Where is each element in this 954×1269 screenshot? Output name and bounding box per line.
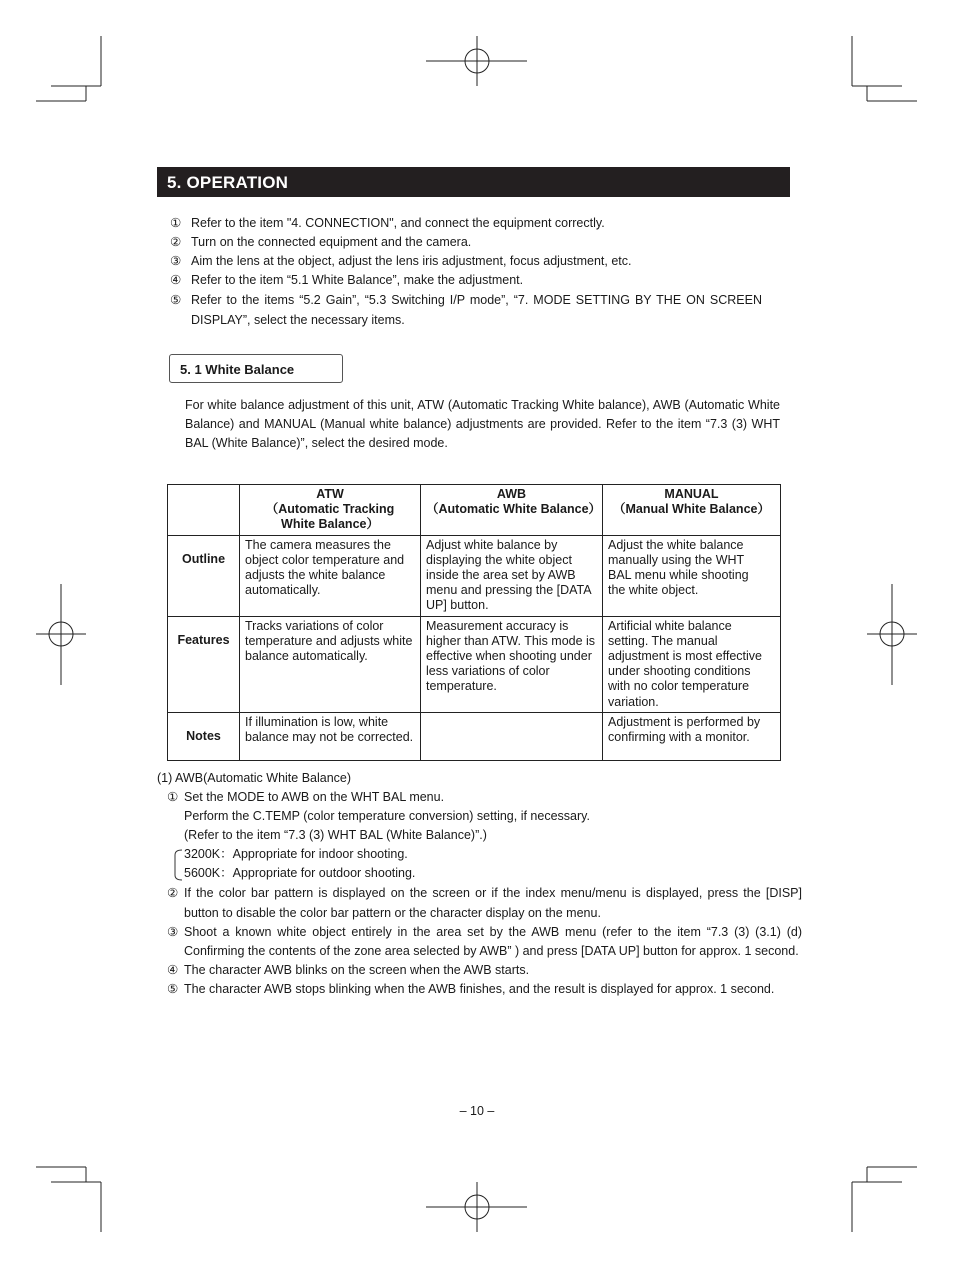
table-row	[168, 535, 781, 616]
header-title: ATW	[316, 487, 344, 501]
table-cell: Measurement accuracy is higher than ATW. This mode is effective when shooting under less variations of color temperature.	[421, 616, 603, 712]
awb-section	[157, 769, 802, 999]
awb-step-4	[157, 961, 802, 980]
step-number: ④	[167, 963, 179, 977]
awb-step-5	[157, 980, 802, 999]
white-balance-table	[167, 484, 781, 761]
section-header	[157, 167, 790, 197]
table-cell: If illumination is low, white balance may not be corrected.	[240, 712, 421, 760]
awb-heading: (1) AWB(Automatic White Balance)	[157, 771, 352, 785]
step-5	[170, 290, 790, 330]
table-header-manual	[603, 485, 781, 536]
step-text: Refer to the item “5.1 White Balance”, make the adjustment.	[191, 273, 524, 287]
step-text: The character AWB stops blinking when the AWB finishes, and the result is displayed for approx. 1 second.	[184, 982, 775, 996]
table-cell: Artificial white balance setting. The manual adjustment is most effective under shooting conditions with no color temperature variation.	[603, 616, 781, 712]
step-text: Shoot a known white object entirely in the area set by the AWB menu (refer to the item “7.3 (3) (3.1) (d) Confirming the contents of the zone area selected by AWB” ) and press [DATA UP] button for approx. 1 second.	[184, 925, 802, 958]
step-number: ⑤	[167, 982, 179, 996]
subsection-heading	[169, 354, 343, 383]
table-row	[168, 712, 781, 760]
step-text: Refer to the item "4. CONNECTION", and connect the equipment correctly.	[191, 216, 605, 230]
header-subtitle: （Automatic Tracking White Balance）	[265, 502, 395, 532]
step-number: ②	[170, 235, 182, 249]
step-text: If the color bar pattern is displayed on the screen or if the index menu/menu is displayed, press the [DISP] button to disable the color bar pattern or the character display on the menu.	[184, 886, 802, 920]
step-text: Aim the lens at the object, adjust the lens iris adjustment, focus adjustment, etc.	[191, 254, 632, 268]
table-cell	[421, 712, 603, 760]
table-cell: Adjust the white balance manually using the WHT BAL menu while shooting the white object.	[603, 535, 781, 616]
awb-step-1-reference: (Refer to the item “7.3 (3) WHT BAL (White Balance)”.)	[184, 828, 487, 842]
step-text: Refer to the items “5.2 Gain”, “5.3 Switching I/P mode”, “7. MODE SETTING BY THE ON SCREEN DISPLAY”, select the necessary items.	[191, 293, 762, 327]
awb-step-3	[157, 923, 802, 961]
step-text: Set the MODE to AWB on the WHT BAL menu.	[184, 790, 445, 804]
step-number: ①	[170, 216, 182, 230]
step-number: ①	[167, 790, 179, 804]
step-number: ③	[167, 925, 179, 939]
header-title: AWB	[496, 487, 527, 501]
table-header-atw	[240, 485, 421, 536]
header-subtitle: （Manual White Balance）	[613, 502, 770, 517]
table-cell: Adjust white balance by displaying the white object inside the area set by AWB menu and pressing the [DATA UP] button.	[421, 535, 603, 616]
procedure-steps	[170, 214, 790, 330]
step-1	[170, 214, 790, 233]
table-row	[168, 616, 781, 712]
awb-step-2	[157, 883, 802, 923]
row-label: Features	[168, 616, 240, 712]
step-2	[170, 233, 790, 252]
step-4	[170, 271, 790, 290]
row-label: Notes	[168, 712, 240, 760]
awb-step-1-note: Perform the C.TEMP (color temperature conversion) setting, if necessary.	[184, 809, 590, 823]
step-number: ④	[170, 273, 182, 287]
table-corner-cell	[168, 485, 240, 536]
color-temp-options	[157, 845, 802, 883]
table-cell: The camera measures the object color temperature and adjusts the white balance automatically.	[240, 535, 421, 616]
step-number: ⑤	[170, 293, 182, 307]
subsection-title: 5. 1 White Balance	[180, 362, 295, 377]
table-header-row	[168, 485, 781, 536]
header-title: MANUAL	[664, 487, 719, 501]
table-cell: Adjustment is performed by confirming with a monitor.	[603, 712, 781, 760]
step-text: Turn on the connected equipment and the camera.	[191, 235, 472, 249]
table-cell: Tracks variations of color temperature and adjusts white balance automatically.	[240, 616, 421, 712]
step-number: ②	[167, 886, 179, 900]
step-text: The character AWB blinks on the screen when the AWB starts.	[184, 963, 530, 977]
section-title: 5. OPERATION	[167, 173, 289, 192]
header-subtitle: （Automatic White Balance）	[426, 502, 602, 517]
temp-option-3200k: 3200K：Appropriate for indoor shooting.	[184, 847, 408, 861]
temp-option-5600k: 5600K：Appropriate for outdoor shooting.	[184, 866, 416, 880]
intro-paragraph: For white balance adjustment of this unit, ATW (Automatic Tracking White balance), AWB (Automatic White Balance) and MANUAL (Manual white balance) adjustments are provided. Refer to the item “7.3 (3) WHT BAL (White Balance)”, select the desired mode.	[185, 398, 780, 450]
awb-step-1	[157, 788, 802, 807]
step-3	[170, 252, 790, 271]
row-label: Outline	[168, 535, 240, 616]
table-header-awb	[421, 485, 603, 536]
page-number: – 10 –	[459, 1104, 495, 1118]
step-number: ③	[170, 254, 182, 268]
